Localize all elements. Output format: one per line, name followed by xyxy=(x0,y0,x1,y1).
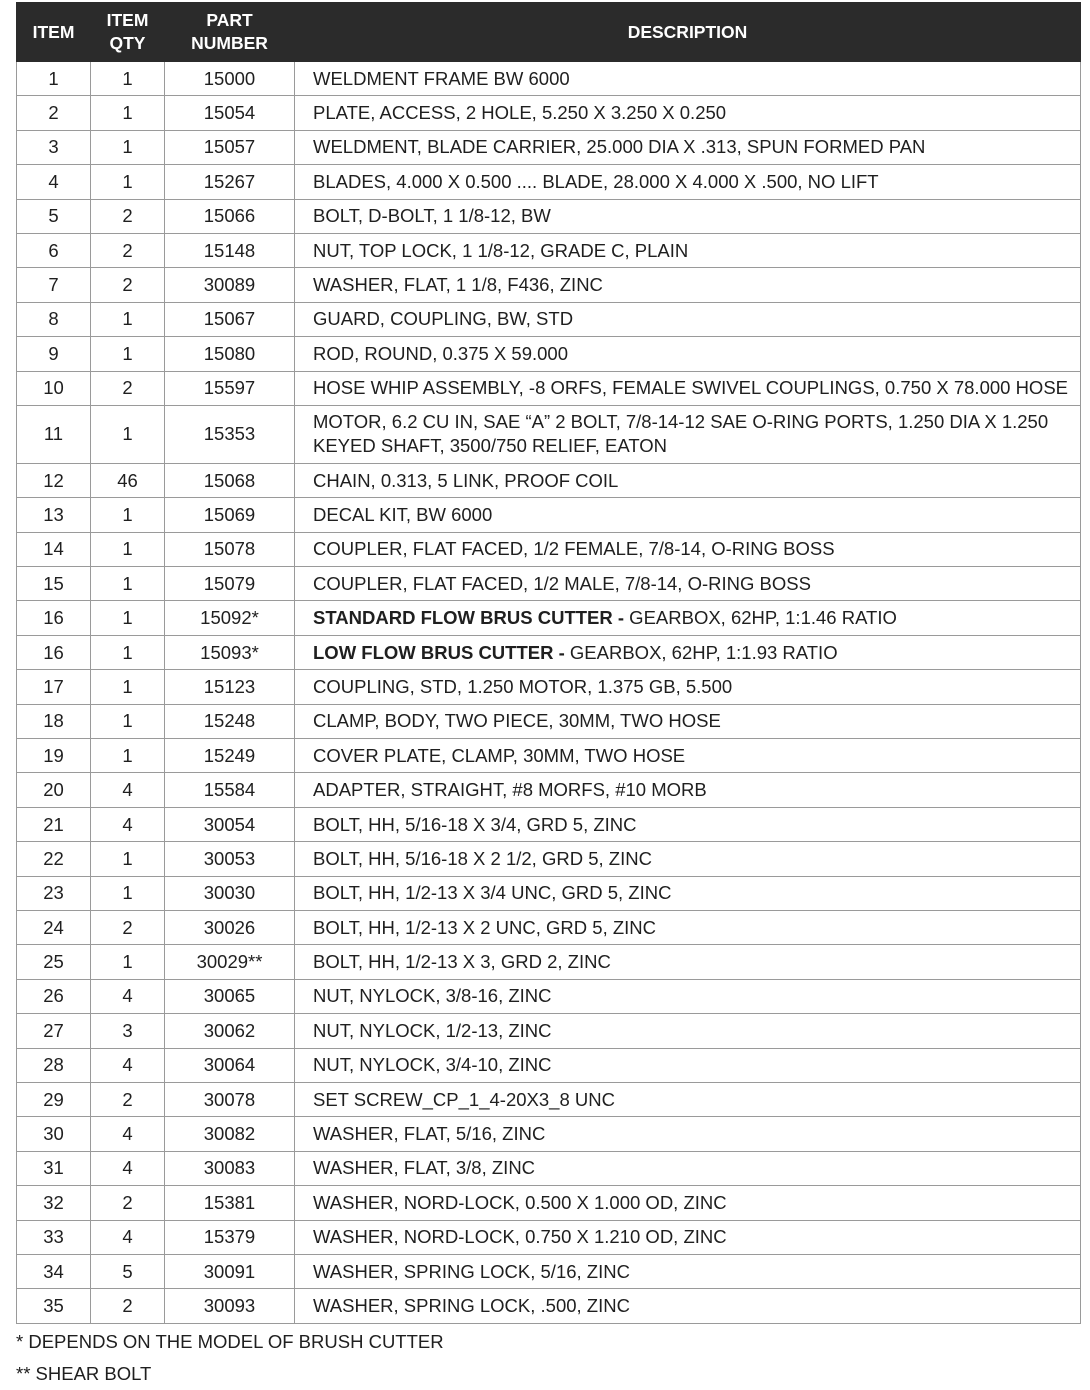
qty-cell: 3 xyxy=(91,1014,165,1048)
item-cell: 32 xyxy=(17,1186,91,1220)
qty-cell: 4 xyxy=(91,1048,165,1082)
description-detail: GEARBOX, 62HP, 1:1.93 RATIO xyxy=(564,641,838,663)
qty-cell: 2 xyxy=(91,371,165,405)
table-row xyxy=(17,337,1081,371)
part-number-cell: 30029** xyxy=(165,945,295,979)
qty-cell: 1 xyxy=(91,945,165,979)
header-part-number xyxy=(165,3,295,62)
qty-cell: 1 xyxy=(91,842,165,876)
item-cell: 14 xyxy=(17,532,91,566)
item-cell: 3 xyxy=(17,130,91,164)
item-cell: 21 xyxy=(17,807,91,841)
description-cell: BOLT, D-BOLT, 1 1/8-12, BW xyxy=(295,199,1081,233)
item-cell: 10 xyxy=(17,371,91,405)
header-qty-line1: ITEM xyxy=(106,10,149,30)
item-cell: 8 xyxy=(17,302,91,336)
table-row xyxy=(17,1014,1081,1048)
qty-cell: 1 xyxy=(91,670,165,704)
qty-cell: 1 xyxy=(91,96,165,130)
description-cell: BLADES, 4.000 X 0.500 .... BLADE, 28.000 X 4.000 X .500, NO LIFT xyxy=(295,165,1081,199)
part-number-cell: 15080 xyxy=(165,337,295,371)
item-cell: 6 xyxy=(17,233,91,267)
item-cell: 18 xyxy=(17,704,91,738)
description-detail: GEARBOX, 62HP, 1:1.46 RATIO xyxy=(624,607,897,629)
description-cell: WELDMENT, BLADE CARRIER, 25.000 DIA X .313, SPUN FORMED PAN xyxy=(295,130,1081,164)
table-row xyxy=(17,165,1081,199)
qty-cell: 46 xyxy=(91,463,165,497)
table-row xyxy=(17,1048,1081,1082)
part-number-cell: 15379 xyxy=(165,1220,295,1254)
table-row xyxy=(17,302,1081,336)
description-cell: BOLT, HH, 5/16-18 X 3/4, GRD 5, ZINC xyxy=(295,807,1081,841)
part-number-cell: 15067 xyxy=(165,302,295,336)
parts-table xyxy=(16,2,1081,1324)
table-row xyxy=(17,532,1081,566)
item-cell: 28 xyxy=(17,1048,91,1082)
qty-cell: 1 xyxy=(91,704,165,738)
item-cell: 20 xyxy=(17,773,91,807)
description-cell: COUPLER, FLAT FACED, 1/2 FEMALE, 7/8-14, O-RING BOSS xyxy=(295,532,1081,566)
qty-cell: 1 xyxy=(91,532,165,566)
table-row xyxy=(17,601,1081,635)
item-cell: 29 xyxy=(17,1082,91,1116)
description-cell: NUT, NYLOCK, 1/2-13, ZINC xyxy=(295,1014,1081,1048)
part-number-cell: 30078 xyxy=(165,1082,295,1116)
description-line: MOTOR, 6.2 CU IN, SAE “A” 2 BOLT, 7/8-14-12 SAE O-RING PORTS, 1.250 DIA X 1.250 xyxy=(313,411,1049,433)
description-cell: NUT, NYLOCK, 3/4-10, ZINC xyxy=(295,1048,1081,1082)
part-number-cell: 15054 xyxy=(165,96,295,130)
part-number-cell: 30062 xyxy=(165,1014,295,1048)
part-number-cell: 15597 xyxy=(165,371,295,405)
qty-cell: 2 xyxy=(91,1289,165,1323)
qty-cell: 1 xyxy=(91,635,165,669)
description-cell: COUPLING, STD, 1.250 MOTOR, 1.375 GB, 5.500 xyxy=(295,670,1081,704)
footnote-model-dependency: * DEPENDS ON THE MODEL OF BRUSH CUTTER xyxy=(16,1331,444,1352)
qty-cell: 2 xyxy=(91,910,165,944)
part-number-cell: 15078 xyxy=(165,532,295,566)
description-cell xyxy=(295,405,1081,463)
header-description: DESCRIPTION xyxy=(295,3,1081,62)
description-line: KEYED SHAFT, 3500/750 RELIEF, EATON xyxy=(313,435,668,457)
part-number-cell: 30089 xyxy=(165,268,295,302)
description-cell: WASHER, FLAT, 5/16, ZINC xyxy=(295,1117,1081,1151)
table-row xyxy=(17,979,1081,1013)
table-row xyxy=(17,842,1081,876)
item-cell: 30 xyxy=(17,1117,91,1151)
part-number-cell: 15267 xyxy=(165,165,295,199)
item-cell: 15 xyxy=(17,567,91,601)
part-number-cell: 15584 xyxy=(165,773,295,807)
part-number-cell: 30093 xyxy=(165,1289,295,1323)
table-row xyxy=(17,1082,1081,1116)
table-row xyxy=(17,910,1081,944)
qty-cell: 1 xyxy=(91,601,165,635)
header-item: ITEM xyxy=(17,3,91,62)
table-row xyxy=(17,130,1081,164)
item-cell: 22 xyxy=(17,842,91,876)
part-number-cell: 30083 xyxy=(165,1151,295,1185)
item-cell: 27 xyxy=(17,1014,91,1048)
description-cell: CHAIN, 0.313, 5 LINK, PROOF COIL xyxy=(295,463,1081,497)
table-row xyxy=(17,1186,1081,1220)
qty-cell: 1 xyxy=(91,62,165,96)
description-emphasis: LOW FLOW BRUS CUTTER - xyxy=(313,641,565,663)
item-cell: 16 xyxy=(17,601,91,635)
qty-cell: 1 xyxy=(91,405,165,463)
part-number-cell: 30064 xyxy=(165,1048,295,1082)
description-cell: PLATE, ACCESS, 2 HOLE, 5.250 X 3.250 X 0.250 xyxy=(295,96,1081,130)
part-number-cell: 30054 xyxy=(165,807,295,841)
description-cell: COVER PLATE, CLAMP, 30MM, TWO HOSE xyxy=(295,739,1081,773)
description-cell: WASHER, FLAT, 3/8, ZINC xyxy=(295,1151,1081,1185)
item-cell: 33 xyxy=(17,1220,91,1254)
description-cell: COUPLER, FLAT FACED, 1/2 MALE, 7/8-14, O-RING BOSS xyxy=(295,567,1081,601)
part-number-cell: 15248 xyxy=(165,704,295,738)
part-number-cell: 30082 xyxy=(165,1117,295,1151)
description-cell: WASHER, NORD-LOCK, 0.500 X 1.000 OD, ZINC xyxy=(295,1186,1081,1220)
part-number-cell: 30053 xyxy=(165,842,295,876)
table-row xyxy=(17,498,1081,532)
table-row xyxy=(17,739,1081,773)
part-number-cell: 15069 xyxy=(165,498,295,532)
qty-cell: 5 xyxy=(91,1254,165,1288)
part-number-cell: 15000 xyxy=(165,62,295,96)
description-cell: ADAPTER, STRAIGHT, #8 MORFS, #10 MORB xyxy=(295,773,1081,807)
description-emphasis: STANDARD FLOW BRUS CUTTER - xyxy=(313,607,625,629)
qty-cell: 1 xyxy=(91,130,165,164)
qty-cell: 4 xyxy=(91,1117,165,1151)
table-row xyxy=(17,807,1081,841)
description-cell: WASHER, SPRING LOCK, 5/16, ZINC xyxy=(295,1254,1081,1288)
table-row xyxy=(17,1289,1081,1323)
qty-cell: 1 xyxy=(91,498,165,532)
item-cell: 17 xyxy=(17,670,91,704)
qty-cell: 2 xyxy=(91,1082,165,1116)
table-row xyxy=(17,371,1081,405)
table-row xyxy=(17,704,1081,738)
description-cell: BOLT, HH, 1/2-13 X 2 UNC, GRD 5, ZINC xyxy=(295,910,1081,944)
description-cell: ROD, ROUND, 0.375 X 59.000 xyxy=(295,337,1081,371)
header-item-qty xyxy=(91,3,165,62)
description-cell: SET SCREW_CP_1_4-20X3_8 UNC xyxy=(295,1082,1081,1116)
description-cell: CLAMP, BODY, TWO PIECE, 30MM, TWO HOSE xyxy=(295,704,1081,738)
qty-cell: 1 xyxy=(91,302,165,336)
table-row xyxy=(17,773,1081,807)
item-cell: 12 xyxy=(17,463,91,497)
item-cell: 11 xyxy=(17,405,91,463)
part-number-cell: 15092* xyxy=(165,601,295,635)
item-cell: 19 xyxy=(17,739,91,773)
footnotes xyxy=(16,1326,444,1390)
qty-cell: 1 xyxy=(91,739,165,773)
description-cell xyxy=(295,601,1081,635)
description-cell: GUARD, COUPLING, BW, STD xyxy=(295,302,1081,336)
item-cell: 26 xyxy=(17,979,91,1013)
item-cell: 4 xyxy=(17,165,91,199)
part-number-cell: 15066 xyxy=(165,199,295,233)
part-number-cell: 15079 xyxy=(165,567,295,601)
description-cell: WASHER, NORD-LOCK, 0.750 X 1.210 OD, ZINC xyxy=(295,1220,1081,1254)
table-row xyxy=(17,233,1081,267)
description-cell: NUT, TOP LOCK, 1 1/8-12, GRADE C, PLAIN xyxy=(295,233,1081,267)
qty-cell: 1 xyxy=(91,567,165,601)
header-part-line1: PART xyxy=(206,10,253,30)
part-number-cell: 15123 xyxy=(165,670,295,704)
description-cell: HOSE WHIP ASSEMBLY, -8 ORFS, FEMALE SWIVEL COUPLINGS, 0.750 X 78.000 HOSE xyxy=(295,371,1081,405)
description-cell: DECAL KIT, BW 6000 xyxy=(295,498,1081,532)
table-row xyxy=(17,96,1081,130)
description-cell: BOLT, HH, 5/16-18 X 2 1/2, GRD 5, ZINC xyxy=(295,842,1081,876)
header-qty-line2: QTY xyxy=(109,33,146,53)
qty-cell: 2 xyxy=(91,233,165,267)
part-number-cell: 30091 xyxy=(165,1254,295,1288)
item-cell: 35 xyxy=(17,1289,91,1323)
qty-cell: 4 xyxy=(91,1220,165,1254)
item-cell: 9 xyxy=(17,337,91,371)
qty-cell: 2 xyxy=(91,199,165,233)
table-row xyxy=(17,1254,1081,1288)
table-row xyxy=(17,199,1081,233)
qty-cell: 4 xyxy=(91,807,165,841)
table-row xyxy=(17,945,1081,979)
part-number-cell: 15381 xyxy=(165,1186,295,1220)
item-cell: 1 xyxy=(17,62,91,96)
item-cell: 25 xyxy=(17,945,91,979)
description-cell xyxy=(295,635,1081,669)
part-number-cell: 15249 xyxy=(165,739,295,773)
description-cell: WELDMENT FRAME BW 6000 xyxy=(295,62,1081,96)
item-cell: 16 xyxy=(17,635,91,669)
description-cell: WASHER, FLAT, 1 1/8, F436, ZINC xyxy=(295,268,1081,302)
table-row xyxy=(17,670,1081,704)
qty-cell: 2 xyxy=(91,1186,165,1220)
part-number-cell: 15068 xyxy=(165,463,295,497)
qty-cell: 4 xyxy=(91,979,165,1013)
part-number-cell: 30030 xyxy=(165,876,295,910)
table-row xyxy=(17,62,1081,96)
table-row xyxy=(17,1117,1081,1151)
item-cell: 7 xyxy=(17,268,91,302)
qty-cell: 1 xyxy=(91,876,165,910)
table-row xyxy=(17,567,1081,601)
table-row xyxy=(17,635,1081,669)
qty-cell: 2 xyxy=(91,268,165,302)
table-row xyxy=(17,876,1081,910)
table-header-row xyxy=(17,3,1081,62)
qty-cell: 4 xyxy=(91,773,165,807)
part-number-cell: 15093* xyxy=(165,635,295,669)
item-cell: 13 xyxy=(17,498,91,532)
description-cell: BOLT, HH, 1/2-13 X 3/4 UNC, GRD 5, ZINC xyxy=(295,876,1081,910)
table-row xyxy=(17,1220,1081,1254)
header-part-line2: NUMBER xyxy=(191,33,268,53)
qty-cell: 4 xyxy=(91,1151,165,1185)
item-cell: 34 xyxy=(17,1254,91,1288)
item-cell: 23 xyxy=(17,876,91,910)
table-row xyxy=(17,463,1081,497)
part-number-cell: 15057 xyxy=(165,130,295,164)
description-cell: BOLT, HH, 1/2-13 X 3, GRD 2, ZINC xyxy=(295,945,1081,979)
item-cell: 5 xyxy=(17,199,91,233)
part-number-cell: 30065 xyxy=(165,979,295,1013)
description-cell: NUT, NYLOCK, 3/8-16, ZINC xyxy=(295,979,1081,1013)
qty-cell: 1 xyxy=(91,337,165,371)
item-cell: 31 xyxy=(17,1151,91,1185)
description-cell: WASHER, SPRING LOCK, .500, ZINC xyxy=(295,1289,1081,1323)
qty-cell: 1 xyxy=(91,165,165,199)
table-row xyxy=(17,405,1081,463)
part-number-cell: 30026 xyxy=(165,910,295,944)
item-cell: 24 xyxy=(17,910,91,944)
item-cell: 2 xyxy=(17,96,91,130)
table-row xyxy=(17,1151,1081,1185)
part-number-cell: 15148 xyxy=(165,233,295,267)
table-row xyxy=(17,268,1081,302)
footnote-shear-bolt: ** SHEAR BOLT xyxy=(16,1363,152,1384)
part-number-cell: 15353 xyxy=(165,405,295,463)
